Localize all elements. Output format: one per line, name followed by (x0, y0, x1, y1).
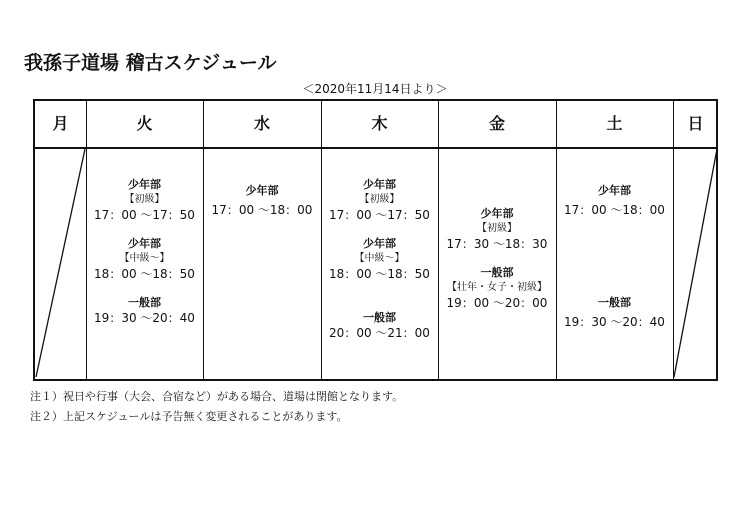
session-category: 一般部 (480, 266, 514, 279)
session-time: 17：00 ～17：50 (94, 208, 195, 222)
header-tuesday: 火 (136, 114, 153, 133)
header-monday: 月 (52, 114, 69, 133)
session-time: 17：00 ～18：00 (564, 203, 665, 217)
session-entry (321, 236, 438, 282)
session-category: 少年部 (480, 207, 514, 220)
column-saturday (556, 147, 673, 379)
column-tuesday (86, 147, 203, 379)
session-time: 19：30 ～20：40 (94, 311, 195, 325)
session-time: 17：30 ～18：30 (446, 237, 548, 251)
session-time: 17：00 ～18：00 (211, 203, 313, 217)
session-category: 一般部 (598, 296, 631, 309)
session-category: 少年部 (598, 184, 631, 197)
session-time: 17：00 ～17：50 (329, 208, 430, 222)
session-level: 【壮年・女子・初級】 (447, 282, 547, 293)
session-level: 【初級】 (477, 223, 517, 234)
header-thursday: 木 (371, 114, 388, 133)
header-saturday: 土 (606, 114, 623, 133)
session-entry (321, 310, 438, 341)
closed-day-slash-monday (35, 147, 86, 379)
session-entry (86, 295, 203, 326)
session-entry (203, 183, 321, 218)
header-friday: 金 (488, 114, 505, 133)
session-entry (438, 265, 556, 311)
note-2: 注２）上記スケジュールは予告無く変更されることがあります。 (30, 410, 348, 423)
column-friday (438, 147, 556, 379)
header-sunday: 日 (687, 114, 704, 133)
note-1: 注１）祝日や行事（大会、合宿など）がある場合、道場は閉館となります。 (30, 390, 404, 403)
session-time: 20：00 ～21：00 (329, 326, 430, 340)
session-entry (556, 183, 673, 218)
session-category: 一般部 (363, 311, 396, 324)
session-category: 一般部 (128, 296, 161, 309)
session-entry (86, 177, 203, 223)
session-category: 少年部 (245, 184, 279, 197)
session-time: 18：00 ～18：50 (94, 267, 195, 281)
session-entry (321, 177, 438, 223)
session-level: 【初級】 (124, 194, 165, 205)
session-entry (556, 295, 673, 330)
session-entry (86, 236, 203, 282)
effective-date: ＜2020年11月14日より＞ (302, 82, 448, 96)
column-wednesday (203, 147, 321, 379)
session-time: 19：30 ～20：40 (564, 315, 665, 329)
page-title: 我孫子道場 稽古スケジュール (24, 52, 277, 74)
session-category: 少年部 (128, 237, 161, 250)
session-time: 18：00 ～18：50 (329, 267, 430, 281)
header-wednesday: 水 (253, 114, 270, 133)
session-level: 【初級】 (359, 194, 400, 205)
session-level: 【中級～】 (354, 253, 405, 264)
session-category: 少年部 (363, 237, 396, 250)
session-category: 少年部 (128, 178, 161, 191)
session-time: 19：00 ～20：00 (446, 296, 548, 310)
session-entry (438, 206, 556, 252)
column-thursday (321, 147, 438, 379)
session-level: 【中級～】 (119, 253, 170, 264)
session-category: 少年部 (363, 178, 396, 191)
schedule-table (33, 99, 718, 381)
closed-day-slash-sunday (673, 147, 718, 379)
